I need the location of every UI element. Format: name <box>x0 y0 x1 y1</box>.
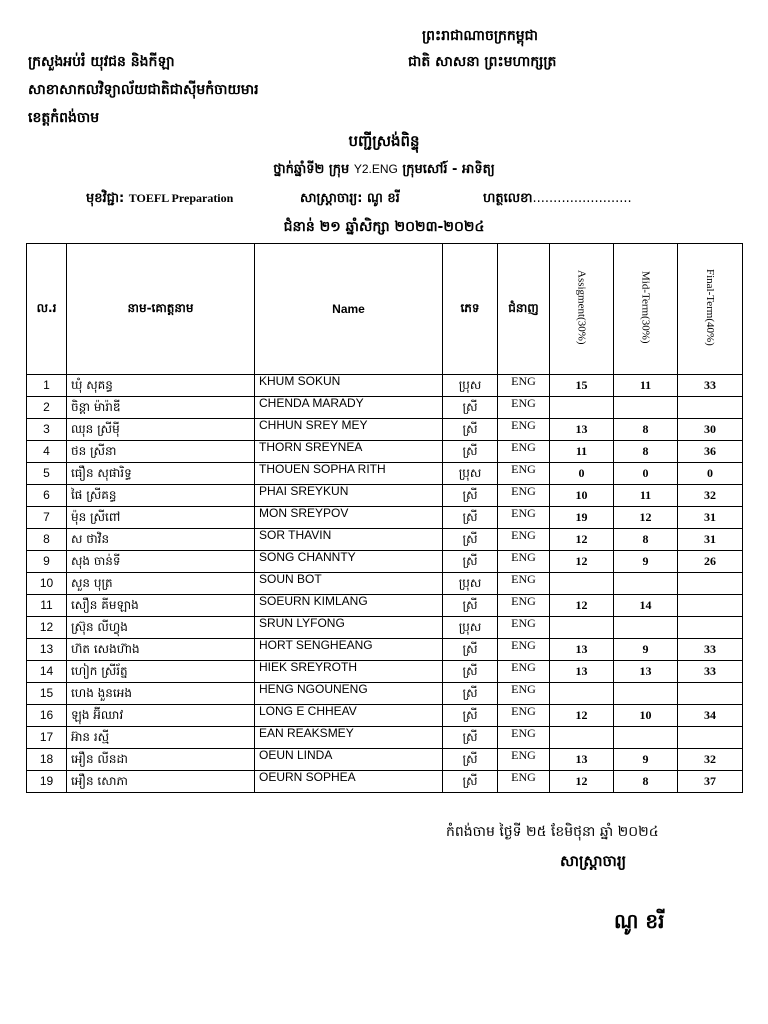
gender-cell: ស្រី <box>443 661 498 683</box>
midterm-score: 13 <box>614 661 678 683</box>
assignment-score: 12 <box>550 529 614 551</box>
gender-cell: ស្រី <box>443 595 498 617</box>
khmer-name-cell: សឿន គីមឡាង <box>67 595 255 617</box>
dept-cell: ENG <box>498 507 550 529</box>
row-number: 16 <box>27 705 67 727</box>
khmer-name-cell: អ៊ាន រស្មី <box>67 727 255 749</box>
document-title: បញ្ជីស្រង់ពិន្ទុ <box>348 132 420 150</box>
assignment-score: 12 <box>550 771 614 793</box>
table-row <box>27 485 743 507</box>
khmer-name-cell: ហេង ងួនអេង <box>67 683 255 705</box>
gender-cell: ស្រី <box>443 705 498 727</box>
midterm-score: 0 <box>614 463 678 485</box>
name-cell: LONG E CHHEAV <box>255 705 443 727</box>
header-assignment-label: Assigment(30%) <box>575 270 588 345</box>
footer-date: កំពង់ចាម ថ្ងៃទី ២៥ ខែមិថុនា ឆ្នាំ ២០២៤ <box>446 824 659 840</box>
table-row <box>27 749 743 771</box>
midterm-score <box>614 573 678 595</box>
name-cell: HIEK SREYROTH <box>255 661 443 683</box>
assignment-score: 0 <box>550 463 614 485</box>
table-row <box>27 441 743 463</box>
final-score: 30 <box>678 419 743 441</box>
row-number: 6 <box>27 485 67 507</box>
khmer-name-cell: ធឿន សុផារិទ្ធ <box>67 463 255 485</box>
row-number: 12 <box>27 617 67 639</box>
row-number: 3 <box>27 419 67 441</box>
header-midterm <box>614 244 678 375</box>
header-dept: ជំនាញ <box>498 244 550 375</box>
khmer-name-cell: សុង ចាន់ទី <box>67 551 255 573</box>
gender-cell: ស្រី <box>443 419 498 441</box>
row-number: 11 <box>27 595 67 617</box>
gender-cell: ស្រី <box>443 749 498 771</box>
signature-line <box>483 190 632 209</box>
header-midterm-label: Mid-Term(30%) <box>639 271 652 344</box>
table-row <box>27 397 743 419</box>
assignment-score <box>550 727 614 749</box>
dept-cell: ENG <box>498 705 550 727</box>
kingdom-heading: ព្រះរាជាណាចក្រកម្ពុជា <box>422 28 539 44</box>
dept-cell: ENG <box>498 661 550 683</box>
name-cell: SOEURN KIMLANG <box>255 595 443 617</box>
table-row <box>27 683 743 705</box>
dept-cell: ENG <box>498 397 550 419</box>
khmer-name-cell: ឡុង អ៊ីឈាវ <box>67 705 255 727</box>
midterm-score: 11 <box>614 375 678 397</box>
name-cell: OEURN SOPHEA <box>255 771 443 793</box>
name-cell: MON SREYPOV <box>255 507 443 529</box>
khmer-name-cell: ចិន្តា ម៉ារ៉ាឌី <box>67 397 255 419</box>
dept-cell: ENG <box>498 749 550 771</box>
table-row <box>27 573 743 595</box>
final-score: 26 <box>678 551 743 573</box>
midterm-score: 11 <box>614 485 678 507</box>
gender-cell: ប្រុស <box>443 463 498 485</box>
row-number: 5 <box>27 463 67 485</box>
dept-cell: ENG <box>498 463 550 485</box>
gender-cell: ស្រី <box>443 771 498 793</box>
assignment-score: 13 <box>550 661 614 683</box>
table-row <box>27 661 743 683</box>
name-cell: KHUM SOKUN <box>255 375 443 397</box>
assignment-score <box>550 573 614 595</box>
gender-cell: ស្រី <box>443 441 498 463</box>
khmer-name-cell: អឿន សោភា <box>67 771 255 793</box>
khmer-name-cell: ផៃ ស្រីគន្ធ <box>67 485 255 507</box>
class-suffix: ក្រុមសៅរ៍ - អាទិត្យ <box>402 162 495 177</box>
final-score <box>678 397 743 419</box>
class-line <box>0 161 768 180</box>
row-number: 14 <box>27 661 67 683</box>
subject-line <box>86 190 233 209</box>
final-score <box>678 617 743 639</box>
khmer-name-cell: ឃុំ សុគន្ធ <box>67 375 255 397</box>
row-number: 18 <box>27 749 67 771</box>
assignment-score <box>550 617 614 639</box>
table-row <box>27 529 743 551</box>
assignment-score: 13 <box>550 749 614 771</box>
dept-cell: ENG <box>498 683 550 705</box>
name-cell: THOUEN SOPHA RITH <box>255 463 443 485</box>
header-gender: ភេទ <box>443 244 498 375</box>
footer-teacher-name: ណូ ខរី <box>614 909 665 933</box>
khmer-name-cell: ស ថាវិន <box>67 529 255 551</box>
table-row <box>27 705 743 727</box>
final-score: 31 <box>678 529 743 551</box>
institution-heading: សាខាសាកលវិទ្យាល័យជាតិជាស៊ីមកំចាយមារ <box>28 82 259 98</box>
table-row <box>27 727 743 749</box>
table-row <box>27 595 743 617</box>
name-cell: THORN SREYNEA <box>255 441 443 463</box>
gender-cell: ស្រី <box>443 683 498 705</box>
motto-heading: ជាតិ សាសនា ព្រះមហាក្សត្រ <box>408 54 557 70</box>
generation-line: ជំនាន់ ២១ ឆ្នាំសិក្សា ២០២៣-២០២៤ <box>283 219 485 235</box>
name-cell: EAN REAKSMEY <box>255 727 443 749</box>
header-final-label: Final-Term(40%) <box>704 269 716 346</box>
row-number: 4 <box>27 441 67 463</box>
khmer-name-cell: ហ៊ត សេងហ៊ាង <box>67 639 255 661</box>
footer-role: សាស្ត្រាចារ្យ <box>560 852 627 870</box>
final-score: 32 <box>678 749 743 771</box>
row-number: 10 <box>27 573 67 595</box>
final-score: 33 <box>678 661 743 683</box>
midterm-score <box>614 397 678 419</box>
grade-table <box>26 243 743 793</box>
row-number: 17 <box>27 727 67 749</box>
class-prefix: ថ្នាក់ឆ្នាំទី២ ក្រុម <box>273 162 350 177</box>
midterm-score: 9 <box>614 639 678 661</box>
final-score: 33 <box>678 375 743 397</box>
grade-table-body <box>27 375 743 793</box>
dept-cell: ENG <box>498 771 550 793</box>
dept-cell: ENG <box>498 551 550 573</box>
province-heading: ខេត្តកំពង់ចាម <box>28 110 100 126</box>
final-score: 32 <box>678 485 743 507</box>
gender-cell: ស្រី <box>443 727 498 749</box>
header-no: ល.រ <box>27 244 67 375</box>
row-number: 9 <box>27 551 67 573</box>
gender-cell: ស្រី <box>443 639 498 661</box>
assignment-score: 13 <box>550 419 614 441</box>
final-score: 34 <box>678 705 743 727</box>
class-code: Y2.ENG <box>353 162 398 176</box>
assignment-score: 13 <box>550 639 614 661</box>
table-row <box>27 551 743 573</box>
dept-cell: ENG <box>498 485 550 507</box>
midterm-score: 8 <box>614 771 678 793</box>
midterm-score: 8 <box>614 529 678 551</box>
table-row <box>27 463 743 485</box>
midterm-score: 12 <box>614 507 678 529</box>
khmer-name-cell: ហៀក ស្រីរ័ត្ន <box>67 661 255 683</box>
teacher-value: ណូ ខរី <box>367 191 400 206</box>
header-khmer-name: នាម-គោត្តនាម <box>67 244 255 375</box>
subject-value: TOEFL Preparation <box>128 191 234 205</box>
khmer-name-cell: ថន ស្រីនា <box>67 441 255 463</box>
table-row <box>27 419 743 441</box>
midterm-score: 9 <box>614 749 678 771</box>
dept-cell: ENG <box>498 375 550 397</box>
assignment-score: 15 <box>550 375 614 397</box>
dept-cell: ENG <box>498 529 550 551</box>
signature-label: ហត្ថលេខា <box>483 191 533 206</box>
name-cell: PHAI SREYKUN <box>255 485 443 507</box>
midterm-score: 8 <box>614 419 678 441</box>
final-score <box>678 573 743 595</box>
gender-cell: ស្រី <box>443 551 498 573</box>
assignment-score: 19 <box>550 507 614 529</box>
gender-cell: ស្រី <box>443 485 498 507</box>
midterm-score: 14 <box>614 595 678 617</box>
final-score <box>678 683 743 705</box>
final-score <box>678 727 743 749</box>
final-score: 37 <box>678 771 743 793</box>
midterm-score <box>614 683 678 705</box>
assignment-score: 12 <box>550 551 614 573</box>
teacher-line <box>300 190 400 209</box>
table-header-row <box>27 244 743 375</box>
gender-cell: ស្រី <box>443 397 498 419</box>
header-assignment <box>550 244 614 375</box>
ministry-heading: ក្រសួងអប់រំ យុវជន និងកីឡា <box>28 54 175 70</box>
gender-cell: ស្រី <box>443 529 498 551</box>
final-score: 36 <box>678 441 743 463</box>
name-cell: HENG NGOUNENG <box>255 683 443 705</box>
assignment-score: 10 <box>550 485 614 507</box>
table-row <box>27 375 743 397</box>
dept-cell: ENG <box>498 441 550 463</box>
name-cell: CHENDA MARADY <box>255 397 443 419</box>
khmer-name-cell: ម៉ុន ស្រីពៅ <box>67 507 255 529</box>
gender-cell: ប្រុស <box>443 375 498 397</box>
name-cell: HORT SENGHEANG <box>255 639 443 661</box>
row-number: 8 <box>27 529 67 551</box>
assignment-score: 12 <box>550 705 614 727</box>
name-cell: SRUN LYFONG <box>255 617 443 639</box>
assignment-score: 12 <box>550 595 614 617</box>
final-score: 33 <box>678 639 743 661</box>
assignment-score <box>550 683 614 705</box>
midterm-score: 9 <box>614 551 678 573</box>
row-number: 2 <box>27 397 67 419</box>
teacher-label: សាស្ត្រាចារ្យ: <box>300 191 363 206</box>
table-row <box>27 771 743 793</box>
row-number: 15 <box>27 683 67 705</box>
table-row <box>27 617 743 639</box>
row-number: 7 <box>27 507 67 529</box>
header-name: Name <box>255 244 443 375</box>
gender-cell: ស្រី <box>443 507 498 529</box>
name-cell: SOUN BOT <box>255 573 443 595</box>
row-number: 1 <box>27 375 67 397</box>
name-cell: SOR THAVIN <box>255 529 443 551</box>
midterm-score <box>614 727 678 749</box>
name-cell: SONG CHANNTY <box>255 551 443 573</box>
dept-cell: ENG <box>498 573 550 595</box>
gender-cell: ប្រុស <box>443 573 498 595</box>
khmer-name-cell: អឿន លីនដា <box>67 749 255 771</box>
table-row <box>27 639 743 661</box>
midterm-score <box>614 617 678 639</box>
khmer-name-cell: ឈុន ស្រីម៉ី <box>67 419 255 441</box>
dept-cell: ENG <box>498 727 550 749</box>
final-score: 0 <box>678 463 743 485</box>
dept-cell: ENG <box>498 617 550 639</box>
row-number: 13 <box>27 639 67 661</box>
signature-dots: ........................ <box>532 191 632 206</box>
row-number: 19 <box>27 771 67 793</box>
dept-cell: ENG <box>498 639 550 661</box>
khmer-name-cell: ស្រ៊ុន លីហ្វុង <box>67 617 255 639</box>
dept-cell: ENG <box>498 419 550 441</box>
table-row <box>27 507 743 529</box>
name-cell: OEUN LINDA <box>255 749 443 771</box>
name-cell: CHHUN SREY MEY <box>255 419 443 441</box>
khmer-name-cell: សួន បុត្រ <box>67 573 255 595</box>
gender-cell: ប្រុស <box>443 617 498 639</box>
dept-cell: ENG <box>498 595 550 617</box>
midterm-score: 10 <box>614 705 678 727</box>
midterm-score: 8 <box>614 441 678 463</box>
final-score: 31 <box>678 507 743 529</box>
assignment-score <box>550 397 614 419</box>
subject-label: មុខវិជ្ជា: <box>86 191 125 206</box>
final-score <box>678 595 743 617</box>
header-final <box>678 244 743 375</box>
assignment-score: 11 <box>550 441 614 463</box>
